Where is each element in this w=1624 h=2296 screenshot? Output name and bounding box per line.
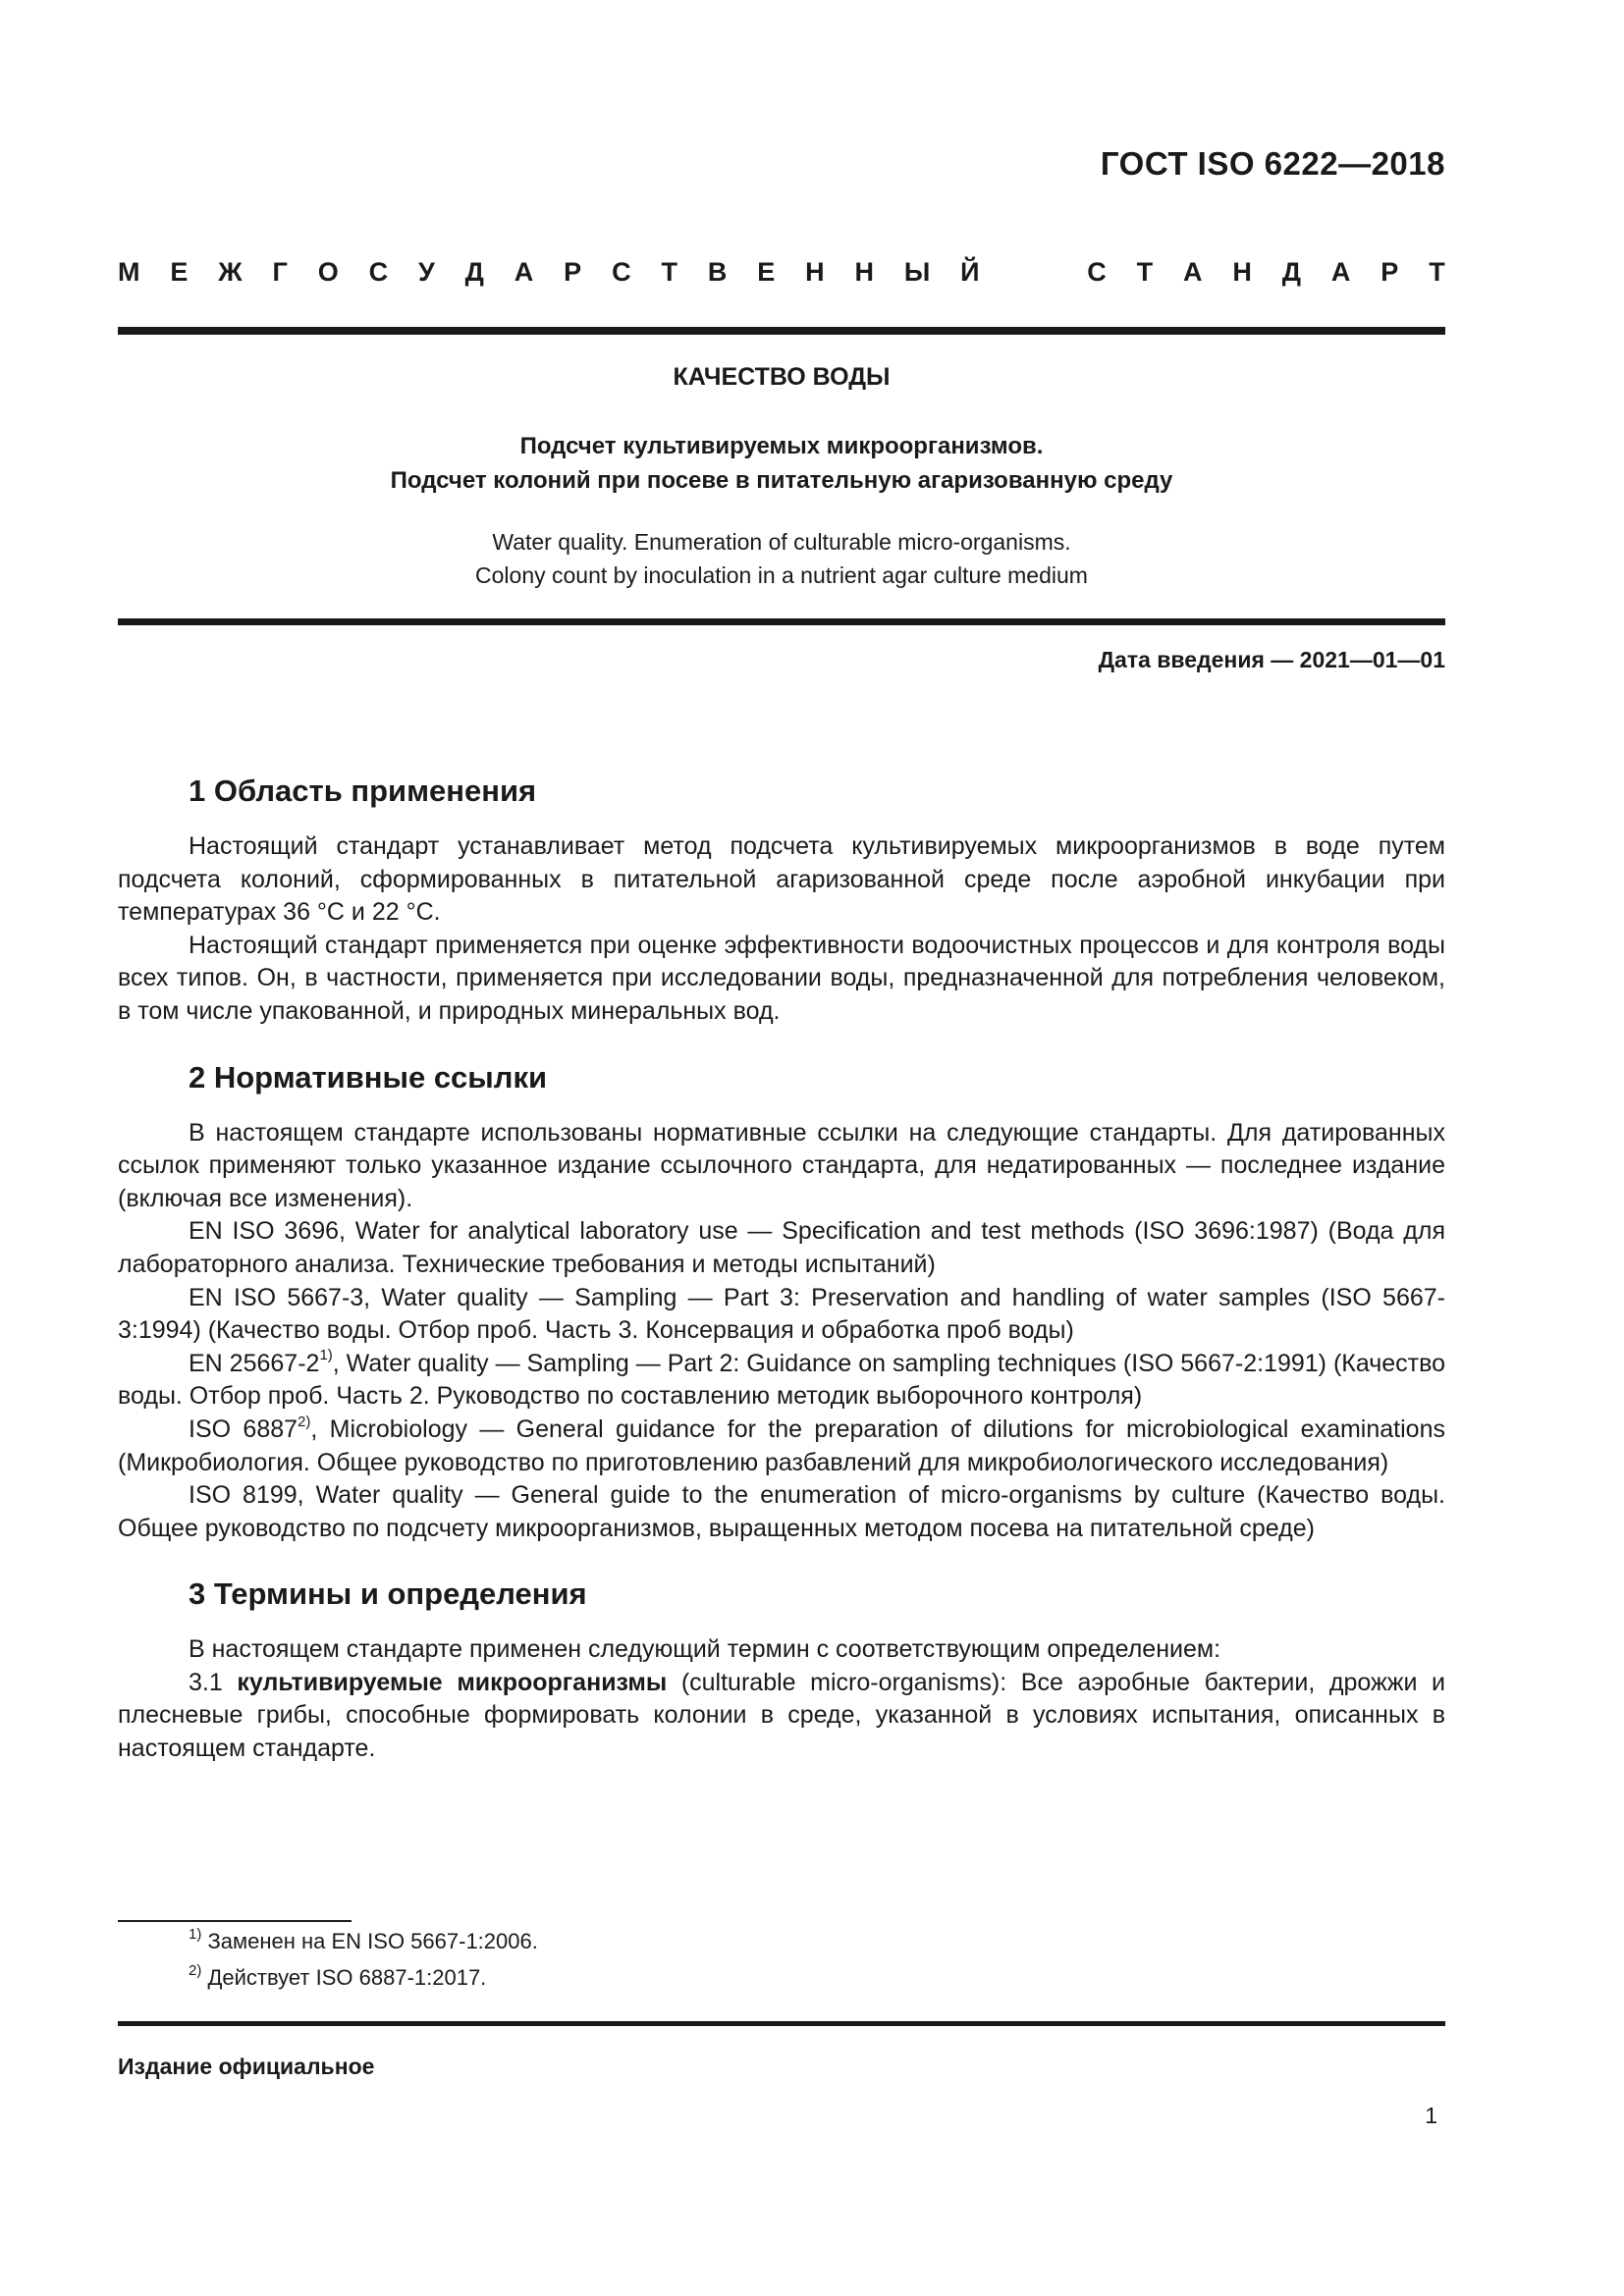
banner-letter: С xyxy=(612,257,631,287)
english-title-line-1: Water quality. Enumeration of culturable micro-organisms. xyxy=(492,529,1071,555)
banner-letter: У xyxy=(418,257,435,287)
footnote-mark: 2) xyxy=(189,1961,202,1979)
banner-letter: Н xyxy=(1232,257,1252,287)
banner-letter: Ж xyxy=(218,257,243,287)
banner-letter: Р xyxy=(1380,257,1399,287)
introduction-date: Дата введения — 2021—01—01 xyxy=(1098,647,1445,672)
banner-letter: Т xyxy=(1136,257,1154,287)
paragraph: Настоящий стандарт применяется при оценке эффективности водоочистных процессов и для контроля воды всех типов. Он, в частности, применяется при исследовании воды, предназначенной для потребления человеком, в том числе упакованной, и природных минеральных вод. xyxy=(118,931,1445,1025)
banner-letter: А xyxy=(1183,257,1203,287)
footer-divider xyxy=(118,2021,1445,2026)
banner-letter: С xyxy=(368,257,389,287)
banner-letter: В xyxy=(707,257,728,287)
header-divider xyxy=(118,327,1445,335)
banner-letter: Д xyxy=(1281,257,1302,287)
standard-code: ГОСТ ISO 6222—2018 xyxy=(1100,145,1445,182)
footnote-mark: 1) xyxy=(189,1925,202,1943)
banner-letter: Е xyxy=(170,257,189,287)
section-heading: 1 Область применения xyxy=(189,774,537,808)
interstate-standard-banner xyxy=(118,257,1445,288)
english-title-line-2: Colony count by inoculation in a nutrient agar culture medium xyxy=(475,562,1088,588)
banner-letter: Т xyxy=(1429,257,1445,287)
reference-code: ISO 6887 xyxy=(189,1415,298,1443)
banner-letter: М xyxy=(118,257,140,287)
footnote-2 xyxy=(189,1963,486,1993)
document-body xyxy=(118,772,1445,1795)
term-text: (culturable micro-organisms): Все аэробные бактерии, дрожжи и плесневые грибы, способные формировать колонии в среде, указанной в условиях испытания, описанных в настоящем стандарте. xyxy=(118,1668,1446,1763)
document-title: КАЧЕСТВО ВОДЫ xyxy=(673,363,891,391)
banner-letter: Т xyxy=(661,257,677,287)
banner-letter: Н xyxy=(854,257,874,287)
reference-item: EN ISO 5667-3, Water quality — Sampling — Part 3: Preservation and handling of water samples (ISO 5667-3:1994) (Качество воды. Отбор проб. Часть 3. Консервация и обработка проб воды) xyxy=(118,1283,1445,1345)
reference-code: EN 25667-2 xyxy=(189,1349,320,1377)
page-number: 1 xyxy=(1425,2103,1437,2128)
title-divider xyxy=(118,618,1445,625)
banner-letter: С xyxy=(1087,257,1107,287)
paragraph: В настоящем стандарте применен следующий термин с соответствующим определением: xyxy=(189,1635,1221,1664)
paragraph: Настоящий стандарт устанавливает метод подсчета культивируемых микроорганизмов в воде путем подсчета колоний, сформированных в питательной агаризованной среде после аэробной инкубации при температурах 36 °С и 22 °С. xyxy=(118,832,1445,927)
term-number: 3.1 xyxy=(189,1668,238,1696)
reference-item xyxy=(118,1348,1445,1414)
footnote-1 xyxy=(189,1927,538,1956)
section-scope xyxy=(118,772,1445,1029)
reference-item: ISO 8199, Water quality — General guide to the enumeration of micro-organisms by culture (Качество воды. Общее руководство по подсчету микроорганизмов, выращенных методом посева на питательной среде) xyxy=(118,1481,1445,1542)
term-name: культивируемые микроорганизмы xyxy=(237,1668,668,1696)
document-page xyxy=(118,0,1445,2296)
banner-letter: А xyxy=(1330,257,1351,287)
banner-letter: Н xyxy=(805,257,825,287)
banner-word-gap xyxy=(1009,257,1056,288)
subtitle-line-2: Подсчет колоний при посеве в питательную агаризованную среду xyxy=(390,467,1173,494)
banner-letter: А xyxy=(514,257,534,287)
edition-label: Издание официальное xyxy=(118,2054,375,2079)
subtitle-line-1: Подсчет культивируемых микроорганизмов. xyxy=(519,433,1044,459)
english-title xyxy=(118,525,1445,592)
banner-letter: Е xyxy=(757,257,776,287)
banner-letter: О xyxy=(317,257,339,287)
footnote-mark: 2) xyxy=(298,1413,311,1430)
section-terms-definitions xyxy=(118,1575,1445,1765)
reference-item xyxy=(118,1414,1445,1479)
banner-letter: Г xyxy=(272,257,288,287)
banner-letter: Ы xyxy=(903,257,931,287)
footnote-text: Действует ISO 6887-1:2017. xyxy=(207,1965,487,1990)
footnote-divider xyxy=(118,1920,352,1922)
term-definition xyxy=(118,1667,1445,1766)
reference-item: EN ISO 3696, Water for analytical laboratory use — Specification and test methods (ISO 3696:1987) (Вода для лабораторного анализа. Технические требования и методы испытаний) xyxy=(118,1217,1445,1278)
footnote-mark: 1) xyxy=(319,1347,333,1364)
section-heading: 3 Термины и определения xyxy=(189,1576,587,1612)
banner-letter: Д xyxy=(464,257,484,287)
reference-text: , Microbiology — General guidance for the preparation of dilutions for microbiological examinations (Микробиология. Общее руководство по приготовлению разбавлений для микробиологического исследования) xyxy=(118,1415,1445,1476)
section-heading: 2 Нормативные ссылки xyxy=(189,1059,548,1095)
paragraph: В настоящем стандарте использованы нормативные ссылки на следующие стандарты. Для датированных ссылок применяют только указанное издание ссылочного стандарта, для недатированных — последнее издание (включая все изменения). xyxy=(118,1118,1445,1212)
banner-letter: Й xyxy=(960,257,980,287)
section-normative-references xyxy=(118,1058,1445,1546)
banner-letter: Р xyxy=(564,257,582,287)
reference-text: , Water quality — Sampling — Part 2: Guidance on sampling techniques (ISO 5667-2:1991) (Качество воды. Отбор проб. Часть 2. Руководство по составлению методик выборочного контроля) xyxy=(118,1349,1445,1411)
footnote-text: Заменен на EN ISO 5667-1:2006. xyxy=(207,1929,538,1953)
document-subtitle xyxy=(118,429,1445,498)
